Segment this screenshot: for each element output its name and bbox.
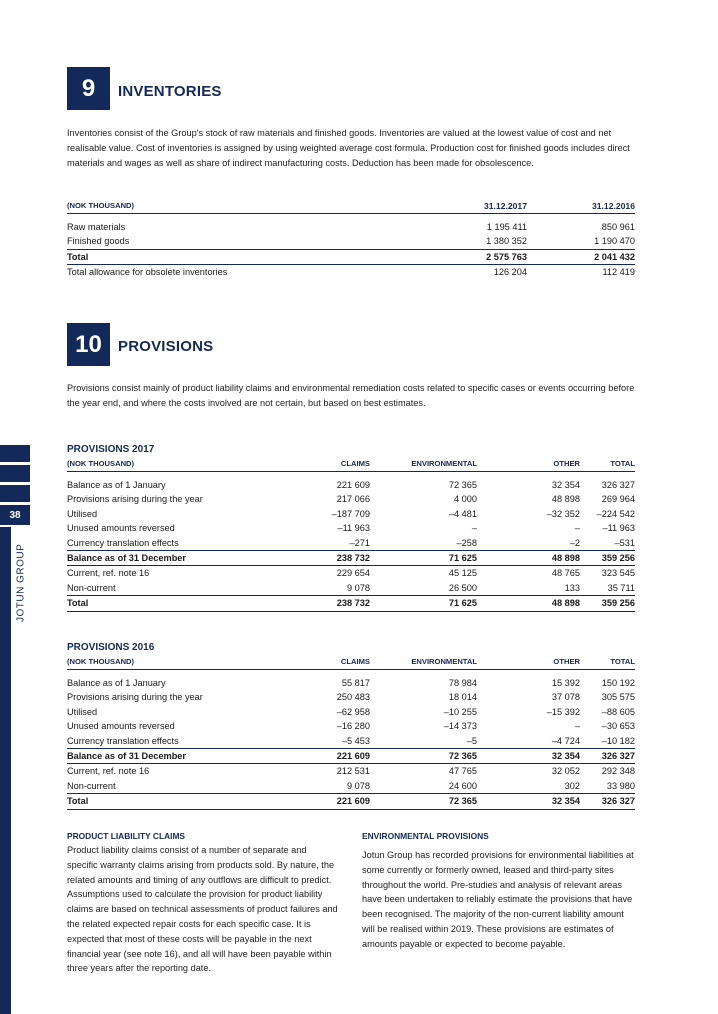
row-value: 150 192 [601,678,635,688]
provisions-title: PROVISIONS [118,338,214,355]
row-value: 326 327 [580,749,635,764]
inventories-title: INVENTORIES [118,83,222,100]
table-row [67,705,635,719]
row-label: Non-current [67,582,116,593]
row-value: 72 365 [370,749,477,764]
row-value: 269 964 [601,494,635,505]
row-value: –15 392 [546,706,580,717]
row-value: 37 078 [551,692,580,703]
table-row [67,507,635,521]
row-label: Utilised [67,706,98,717]
row-value: 24 600 [448,780,477,791]
table-row [67,551,635,566]
provisions-2017-table [67,455,635,612]
row-value: 323 545 [601,568,635,579]
row-value: 71 625 [370,596,477,611]
environmental-heading: ENVIRONMENTAL PROVISIONS [362,831,489,841]
row-value: 221 609 [280,794,370,809]
row-value: –4 481 [448,508,477,519]
table-row [67,492,635,506]
row-label: Total [67,596,280,611]
row-value: 32 354 [477,749,580,764]
row-value: 133 [564,582,580,593]
row-value: 250 483 [336,692,370,703]
row-value: 71 625 [370,551,477,566]
row-value: 221 609 [280,749,370,764]
column-header: OTHER [477,455,580,472]
row-value: 302 [564,780,580,791]
side-strip [0,527,11,1014]
row-value: –258 [456,537,477,548]
product-liability-heading: PRODUCT LIABILITY CLAIMS [67,831,186,841]
row-value: 9 078 [347,780,370,791]
page-number: 38 [0,505,30,525]
column-header: CLAIMS [280,653,370,670]
column-header: ENVIRONMENTAL [370,455,477,472]
column-header: ENVIRONMENTAL [370,653,477,670]
table-row [67,478,635,492]
row-value: 48 765 [551,568,580,579]
table-row [67,521,635,535]
row-value: –11 963 [602,523,635,534]
table-row: Raw materials 1 195 411 850 961 [67,222,635,232]
row-label: Unused amounts reversed [67,721,175,732]
row-value: 359 256 [580,551,635,566]
column-header: TOTAL [580,455,635,472]
row-value: –531 [614,537,635,548]
table-row [67,676,635,690]
table-row [67,536,635,551]
row-label: Total [67,794,280,809]
side-tab-2 [0,465,30,482]
environmental-text: Jotun Group has recorded provisions for environmental liabilities at some currently or formerly owned, leased and third-party sites throughout the world. Pre-studies and analysis of relevant areas have been undertaken to reliably estimate the provisions that have been recognised. The majority of the non-current liability amount will be realised within 2019. These provisions are estimates of amounts payable or expected to become payable. [362,850,634,949]
row-label: Balance as of 1 January [67,678,166,688]
row-label: Unused amounts reversed [67,523,175,534]
row-label: Balance as of 1 January [67,480,166,490]
row-value: –271 [349,537,370,548]
row-value: – [574,721,580,732]
row-label: Provisions arising during the year [67,692,203,703]
row-value: –5 453 [341,735,370,746]
row-value: 217 066 [336,494,370,505]
row-value: 45 125 [448,568,477,579]
provisions-2016-table [67,653,635,810]
table-row [67,719,635,733]
table-row: Total allowance for obsolete inventories 126 204 112 419 [67,267,635,278]
row-value: 9 078 [347,582,370,593]
provisions-section-number: 10 [67,323,110,366]
row-value: 326 327 [601,480,635,490]
row-value: 26 500 [448,582,477,593]
row-value: 292 348 [601,766,635,777]
table-row [67,690,635,704]
unit-label: (NOK THOUSAND) [67,455,280,472]
inventories-col-2016: 31.12.2016 [527,197,635,214]
inventories-unit-label: (NOK THOUSAND) [67,197,397,214]
row-value: –5 [466,735,477,746]
side-label: JOTUN GROUP [15,543,27,622]
row-value: 305 575 [601,692,635,703]
row-value: 47 765 [448,766,477,777]
row-label: Currency translation effects [67,735,179,746]
row-value: –30 653 [601,721,635,732]
row-value: –62 958 [336,706,370,717]
row-value: –10 255 [443,706,477,717]
column-header: CLAIMS [280,455,370,472]
inventories-section-number: 9 [67,67,110,110]
table-row [67,581,635,596]
row-value: 72 365 [448,480,477,490]
row-value: –187 709 [331,508,370,519]
table-row [67,734,635,749]
row-value: 221 609 [336,480,370,490]
row-label: Balance as of 31 December [67,749,280,764]
row-value: –32 352 [546,508,580,519]
row-value: –14 373 [443,721,477,732]
row-value: –16 280 [336,721,370,732]
inventories-paragraph: Inventories consist of the Group's stock of raw materials and finished goods. Inventories are valued at the lowest value of cost and net realisable value. Cost of inventories is assigned by using weighted average cost formula. Production cost for finished goods includes direct materials and wages as well as share of indirect manufacturing costs. Deduction has been made for obsolescence. [67,128,630,168]
inventories-table [67,197,635,280]
row-label: Current, ref. note 16 [67,568,150,579]
product-liability-text: Product liability claims consist of a number of separate and specific warranty claims arising from products sold. By nature, the related amounts and timing of any outflows are difficult to predict. Assumptions used to calculate the provision for product liability claims are based on technical assessments of product failures and the related expected repair costs for each specific case. It is expected that most of these costs will be payable in the next financial year (see note 16), and all will have been payable within three years after the reporting date. [67,845,338,974]
provisions-paragraph: Provisions consist mainly of product liability claims and environmental remediation costs related to specific cases or events occurring before the year end, and where the costs involved are not certain, but based on best estimates. [67,383,635,408]
row-label: Non-current [67,780,116,791]
row-label: Utilised [67,508,98,519]
provisions-2017-caption: PROVISIONS 2017 [67,444,155,455]
row-value: 48 898 [551,494,580,505]
side-tab-1 [0,445,30,462]
table-row [67,566,635,581]
row-value: 48 898 [477,596,580,611]
row-value: 32 354 [551,480,580,490]
side-tab-3 [0,485,30,502]
row-label: Provisions arising during the year [67,494,203,505]
table-row: Finished goods 1 380 352 1 190 470 [67,236,635,247]
column-header: TOTAL [580,653,635,670]
row-value: 4 000 [454,494,477,505]
row-label: Currency translation effects [67,537,179,548]
row-value: –10 182 [601,735,635,746]
row-value: –224 542 [596,508,635,519]
row-value: 359 256 [580,596,635,611]
row-value: –11 963 [337,523,370,534]
row-value: 238 732 [280,551,370,566]
table-row [67,794,635,809]
row-value: 32 354 [477,794,580,809]
row-value: 18 014 [448,692,477,703]
row-label: Current, ref. note 16 [67,766,150,777]
table-row [67,749,635,764]
row-value: 72 365 [370,794,477,809]
row-value: –4 724 [551,735,580,746]
row-value: 229 654 [336,568,370,579]
row-value: 78 984 [448,678,477,688]
table-row-total: Total 2 575 763 2 041 432 [67,249,635,264]
row-value: 238 732 [280,596,370,611]
row-value: 48 898 [477,551,580,566]
table-row [67,596,635,611]
row-value: –2 [569,537,580,548]
row-value: 55 817 [341,678,370,688]
row-value: 326 327 [580,794,635,809]
table-row [67,764,635,779]
row-value: 33 980 [606,780,635,791]
column-header: OTHER [477,653,580,670]
row-value: 15 392 [551,678,580,688]
inventories-col-2017: 31.12.2017 [397,197,527,214]
row-label: Balance as of 31 December [67,551,280,566]
unit-label: (NOK THOUSAND) [67,653,280,670]
row-value: – [574,523,580,534]
row-value: 35 711 [607,582,635,593]
row-value: 32 052 [551,766,580,777]
row-value: 212 531 [336,766,370,777]
provisions-2016-caption: PROVISIONS 2016 [67,642,155,653]
table-row [67,779,635,794]
row-value: –88 605 [601,706,635,717]
row-value: – [471,523,477,534]
